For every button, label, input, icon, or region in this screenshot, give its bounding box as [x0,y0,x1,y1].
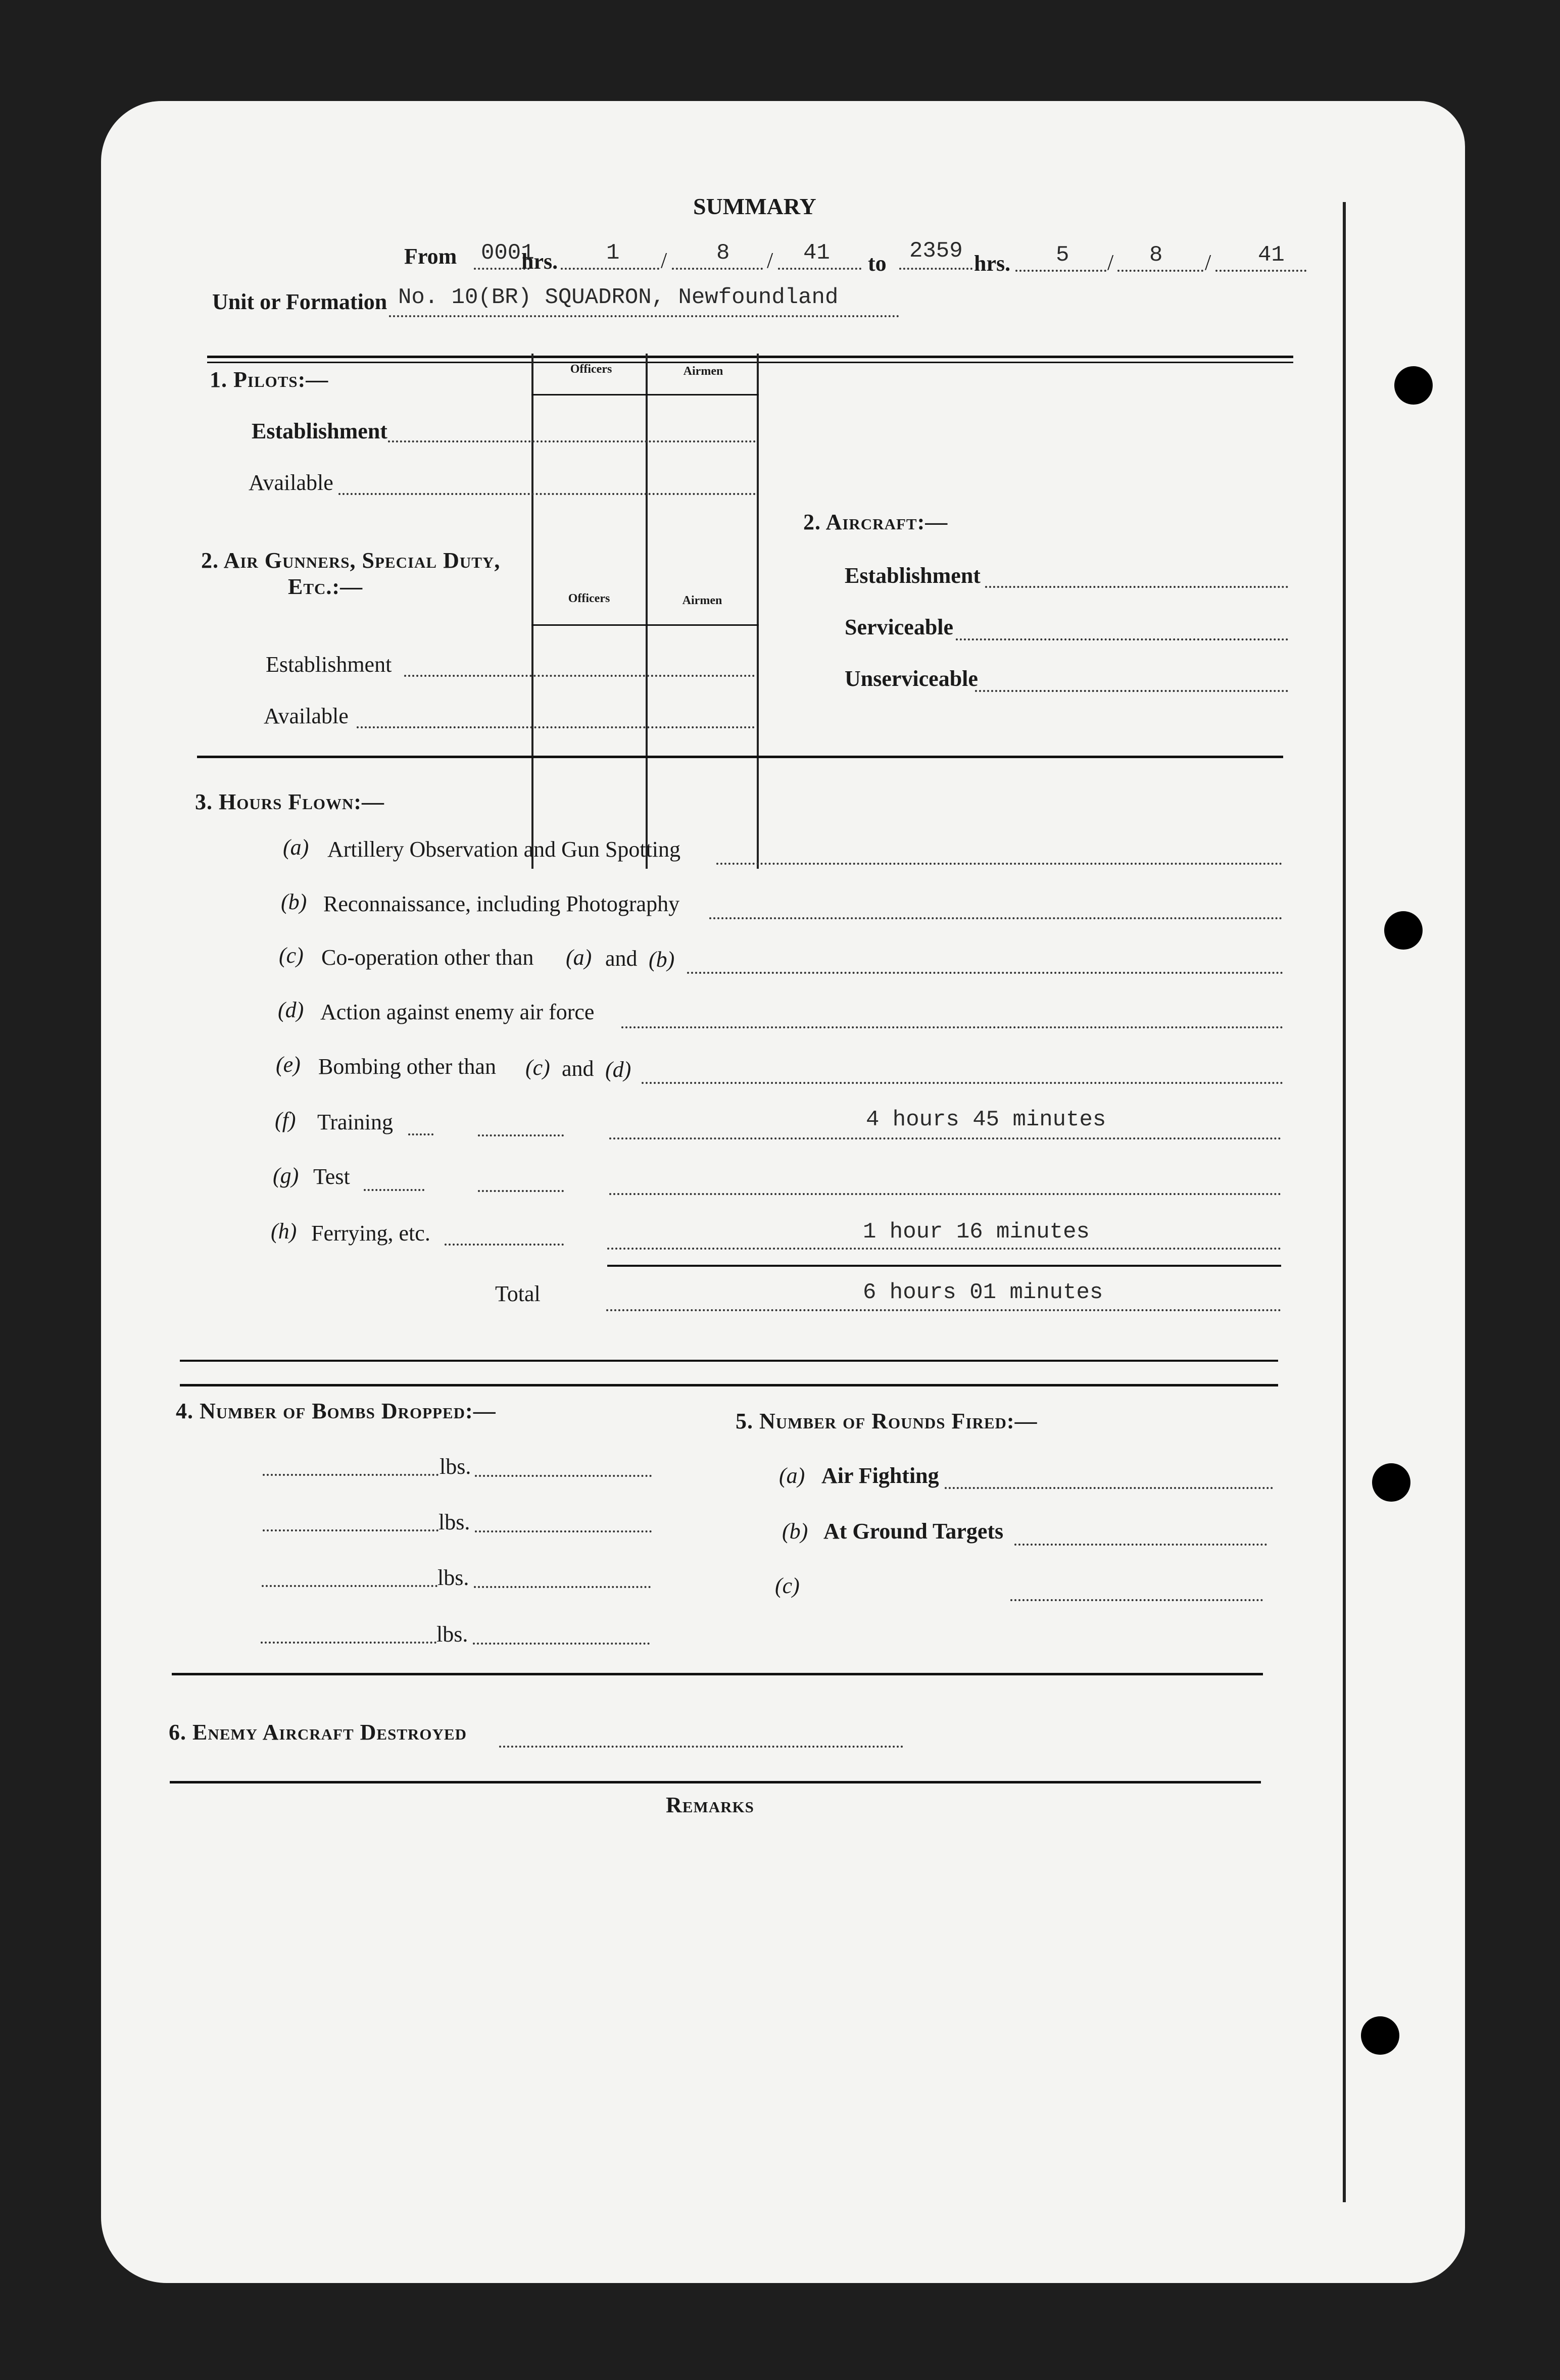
remarks-label: Remarks [666,1793,754,1817]
hours-f-lead-2 [478,1134,564,1136]
pilots-available-label: Available [249,470,333,495]
hours-h-line [607,1248,1281,1250]
bombs-row-4-weight [473,1643,650,1645]
table-divider-3 [757,354,759,869]
hours-e-ref-2: (d) [605,1057,631,1082]
hours-g-line [609,1193,1281,1195]
bombs-row-1-weight [475,1475,652,1477]
from-time: 0001 [481,240,534,266]
pilots-heading: 1. Pilots:— [210,367,329,392]
gunners-col-officers: Officers [568,592,610,605]
hours-e-label-1: Bombing other than [318,1054,496,1079]
total-rule [607,1265,1281,1267]
hours-d-letter: (d) [278,998,304,1022]
hours-f-lead-1 [408,1133,433,1135]
hours-h-label: Ferrying, etc. [311,1221,430,1246]
from-year-line [778,268,861,270]
to-day: 5 [1056,242,1069,268]
hours-g-lead-1 [364,1189,424,1191]
hours-b-line [709,917,1282,919]
hours-c-line [687,972,1283,974]
pilots-header-rule [531,394,759,395]
hours-a-label: Artillery Observation and Gun Spotting [327,837,681,862]
pilots-col-officers: Officers [570,363,612,376]
section-rule-4 [170,1781,1261,1783]
punch-hole-2 [1384,911,1423,950]
to-hrs-label: hrs. [974,251,1011,276]
hours-e-and: and [562,1056,594,1081]
gunners-heading-2: Etc.:— [288,574,363,599]
pilots-establishment-line [388,440,756,442]
bombs-row-2-qty [263,1529,438,1531]
right-margin-line [1343,202,1346,2202]
unit-value: No. 10(BR) SQUADRON, Newfoundland [398,285,839,310]
to-day-line [1015,270,1106,272]
section-rule-2a [180,1360,1278,1362]
pilots-col-airmen: Airmen [683,365,723,378]
to-sep-2: / [1205,250,1211,275]
rounds-b-letter: (b) [782,1519,808,1544]
from-year: 41 [803,240,830,266]
gunners-establishment-line [404,675,755,677]
hours-e-letter: (e) [276,1052,301,1077]
to-label: to [868,251,887,276]
form-page [101,101,1465,2283]
hours-h-value: 1 hour 16 minutes [863,1219,1090,1245]
aircraft-serviceable-label: Serviceable [845,615,954,639]
unit-label: Unit or Formation [212,289,387,314]
to-time-line [899,268,972,270]
hours-f-label: Training [317,1110,393,1134]
bombs-heading: 4. Number of Bombs Dropped:— [176,1399,496,1423]
hours-e-line [642,1082,1283,1084]
hours-heading: 3. Hours Flown:— [195,789,385,814]
pilots-establishment-label: Establishment [252,419,387,443]
hours-h-lead [445,1244,564,1246]
aircraft-unserviceable-line [975,690,1288,692]
from-month: 8 [716,240,730,266]
bombs-row-2-weight [475,1530,652,1532]
hours-g-letter: (g) [273,1163,299,1188]
aircraft-unserviceable-label: Unserviceable [845,666,978,691]
gunners-col-airmen: Airmen [682,594,722,607]
section-rule-1 [197,756,1283,758]
enemy-destroyed-label: 6. Enemy Aircraft Destroyed [169,1720,467,1745]
aircraft-serviceable-line [956,638,1288,640]
gunners-header-rule [531,624,759,626]
bombs-row-4-unit: lbs. [436,1622,468,1647]
hours-h-letter: (h) [271,1219,297,1244]
aircraft-establishment-line [985,586,1288,588]
hours-a-line [716,863,1282,865]
gunners-heading-1: 2. Air Gunners, Special Duty, [201,548,501,573]
from-day: 1 [606,240,620,266]
hours-total-label: Total [495,1281,541,1306]
section-rule-3 [172,1673,1263,1675]
rounds-c-letter: (c) [775,1573,800,1598]
table-divider-2 [646,354,648,869]
rounds-a-label: Air Fighting [821,1463,939,1488]
rounds-c-line [1010,1599,1263,1601]
gunners-available-line [357,726,755,728]
punch-hole-3 [1372,1463,1410,1502]
from-label: From [404,244,457,269]
hours-f-value: 4 hours 45 minutes [866,1107,1106,1132]
punch-hole-1 [1394,366,1433,405]
hours-a-letter: (a) [283,835,309,860]
bombs-row-4-qty [261,1642,436,1644]
bombs-row-1-qty [263,1474,438,1476]
punch-hole-4 [1361,2016,1399,2055]
gunners-establishment-label: Establishment [266,652,392,677]
rounds-a-line [945,1487,1273,1489]
bombs-row-1-unit: lbs. [440,1454,471,1479]
bombs-row-3-weight [474,1586,651,1588]
form-title: SUMMARY [693,193,816,219]
enemy-destroyed-line [499,1746,903,1748]
hours-f-letter: (f) [275,1108,296,1132]
from-month-line [672,268,763,270]
rounds-a-letter: (a) [779,1463,805,1488]
rounds-b-line [1014,1544,1267,1546]
to-year: 41 [1258,242,1285,268]
table-divider-1 [531,354,533,869]
header-rule-2 [207,362,1293,363]
from-day-line [561,268,659,270]
section-rule-2b [180,1384,1278,1386]
pilots-available-line [338,493,756,495]
bombs-row-3-unit: lbs. [437,1565,469,1590]
gunners-available-label: Available [264,704,349,728]
hours-total-value: 6 hours 01 minutes [863,1280,1103,1305]
hours-b-label: Reconnaissance, including Photography [323,891,680,916]
aircraft-heading: 2. Aircraft:— [803,510,948,534]
from-sep-1: / [661,248,667,273]
hours-c-ref-1: (a) [566,945,592,970]
from-sep-2: / [767,248,773,273]
to-month-line [1117,270,1203,272]
rounds-heading: 5. Number of Rounds Fired:— [736,1409,1038,1433]
aircraft-establishment-label: Establishment [845,563,981,588]
to-month: 8 [1149,242,1163,268]
hours-total-line [606,1309,1281,1311]
hours-c-ref-2: (b) [649,947,675,972]
rounds-b-label: At Ground Targets [823,1519,1004,1544]
header-rule-1 [207,356,1293,358]
hours-c-letter: (c) [279,943,304,968]
to-year-line [1215,270,1306,272]
to-time: 2359 [909,238,963,264]
hours-d-label: Action against enemy air force [320,1000,595,1024]
hours-b-letter: (b) [281,889,307,914]
hours-e-ref-1: (c) [525,1055,550,1080]
to-sep-1: / [1107,250,1114,275]
hours-c-label-1: Co-operation other than [321,945,534,970]
unit-line [389,315,899,317]
hours-d-line [621,1026,1283,1028]
hours-f-line [609,1137,1281,1139]
from-hrs-label: hrs. [521,249,558,274]
bombs-row-2-unit: lbs. [438,1510,470,1534]
hours-c-and: and [605,946,638,971]
hours-g-label: Test [313,1164,350,1189]
hours-g-lead-2 [478,1190,564,1192]
bombs-row-3-qty [262,1585,437,1587]
